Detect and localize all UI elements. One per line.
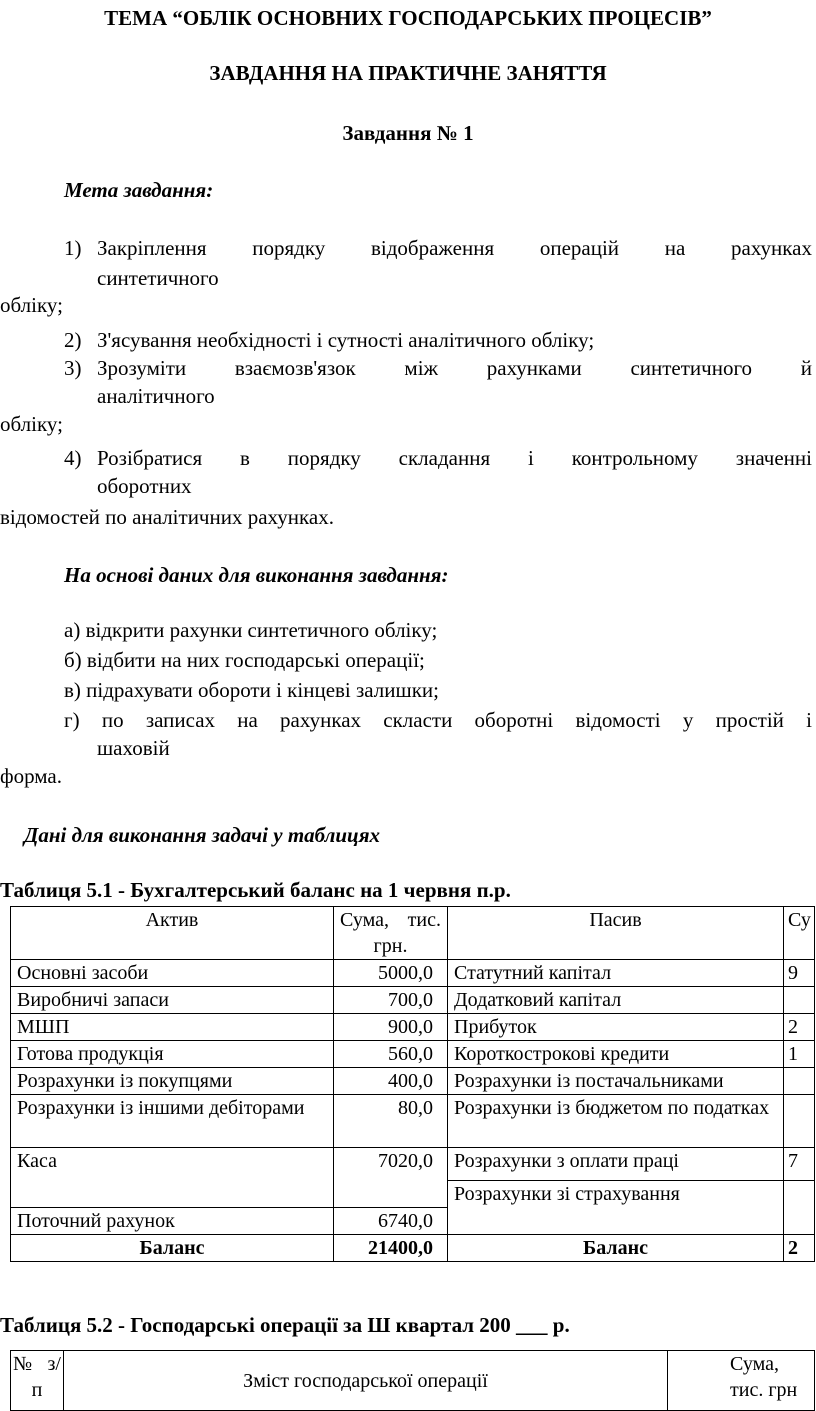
table-row xyxy=(11,960,815,987)
data-heading: Дані для виконання задачі у таблицях xyxy=(24,823,381,847)
cell: 2 xyxy=(784,1014,815,1041)
doc-subtitle: ЗАВДАННЯ НА ПРАКТИЧНЕ ЗАНЯТТЯ xyxy=(209,61,607,85)
goal-text: обліку; xyxy=(0,412,63,436)
step-item: г) по записах на рахунках скласти оборотні відомості у простій і xyxy=(64,708,812,732)
cell xyxy=(784,1095,815,1148)
table1-caption: Таблиця 5.1 - Бухгалтерський баланс на 1 червня п.р. xyxy=(0,878,511,902)
goal-number: 3) xyxy=(64,356,82,380)
cell: 1 xyxy=(784,1041,815,1068)
goal-number: 1) xyxy=(64,236,82,260)
operations-table xyxy=(10,1350,815,1411)
cell: Прибуток xyxy=(448,1014,784,1041)
cell: Розрахунки із покупцями xyxy=(11,1068,334,1095)
step-item: б) відбити на них господарські операції; xyxy=(64,648,425,672)
cell: Додатковий капітал xyxy=(448,987,784,1014)
cell: Розрахунки з оплати праці xyxy=(448,1148,784,1181)
cell: 5000,0 xyxy=(334,960,448,987)
cell: Каса xyxy=(11,1148,334,1208)
cell: Баланс xyxy=(448,1235,784,1262)
table-row xyxy=(11,1041,815,1068)
goal-text: Розібратися в порядку складання і контрольному значенні xyxy=(97,446,812,470)
goal-text: синтетичного xyxy=(97,266,219,290)
cell: Розрахунки із бюджетом по податках xyxy=(448,1095,784,1148)
cell: Виробничі запаси xyxy=(11,987,334,1014)
header-cell: Актив xyxy=(11,907,334,960)
table-row xyxy=(11,987,815,1014)
goal-text: Закріплення порядку відображення операцій на рахунках xyxy=(97,236,812,260)
cell: 700,0 xyxy=(334,987,448,1014)
cell xyxy=(784,1068,815,1095)
goal-number: 4) xyxy=(64,446,82,470)
table-row xyxy=(11,1068,815,1095)
cell: 6740,0 xyxy=(334,1208,448,1235)
goal-heading: Мета завдання: xyxy=(64,178,214,202)
header-cell: Зміст господарської операції xyxy=(64,1351,668,1411)
cell: Розрахунки із постачальниками xyxy=(448,1068,784,1095)
cell: 560,0 xyxy=(334,1041,448,1068)
balance-table xyxy=(10,906,815,1262)
cell: 7 xyxy=(784,1148,815,1181)
table-row xyxy=(11,1148,815,1181)
cell: 2 xyxy=(784,1235,815,1262)
table-row xyxy=(11,1014,815,1041)
doc-title: ТЕМА “ОБЛІК ОСНОВНИХ ГОСПОДАРСЬКИХ ПРОЦЕСІВ” xyxy=(104,6,712,30)
cell xyxy=(784,987,815,1014)
cell: Короткострокові кредити xyxy=(448,1041,784,1068)
step-item: в) підрахувати обороти і кінцеві залишки; xyxy=(64,678,439,702)
header-cell: Су xyxy=(784,907,815,960)
cell: Баланс xyxy=(11,1235,334,1262)
table-header-row xyxy=(11,1351,815,1411)
goal-text: оборотних xyxy=(97,474,192,498)
table2-caption: Таблиця 5.2 - Господарські операції за Ш квартал 200 ___ р. xyxy=(0,1313,570,1337)
cell: 7020,0 xyxy=(334,1148,448,1208)
cell: МШП xyxy=(11,1014,334,1041)
cell: Статутний капітал xyxy=(448,960,784,987)
header-cell: Пасив xyxy=(448,907,784,960)
step-item: а) відкрити рахунки синтетичного обліку; xyxy=(64,618,438,642)
goal-text: Зрозуміти взаємозв'язок між рахунками синтетичного й xyxy=(97,356,812,380)
cell xyxy=(784,1181,815,1235)
total-row xyxy=(11,1235,815,1262)
table-header-row xyxy=(11,907,815,960)
goal-text: аналітичного xyxy=(97,384,215,408)
step-item: форма. xyxy=(0,764,63,788)
step-item: шаховій xyxy=(97,736,170,760)
cell: 80,0 xyxy=(334,1095,448,1148)
header-cell: Сума, тис. грн xyxy=(668,1351,815,1411)
cell: Розрахунки зі страхування xyxy=(448,1181,784,1235)
cell: Готова продукція xyxy=(11,1041,334,1068)
cell: 900,0 xyxy=(334,1014,448,1041)
cell: 400,0 xyxy=(334,1068,448,1095)
goal-number: 2) xyxy=(64,328,82,352)
goal-text: З'ясування необхідності і сутності аналітичного обліку; xyxy=(97,328,595,352)
cell: Основні засоби xyxy=(11,960,334,987)
header-cell: Сума, тис. грн. xyxy=(334,907,448,960)
cell: Розрахунки із іншими дебіторами xyxy=(11,1095,334,1148)
goal-text: обліку; xyxy=(0,293,63,317)
cell: 21400,0 xyxy=(334,1235,448,1262)
goal-text: відомостей по аналітичних рахунках. xyxy=(0,505,334,529)
task-heading: Завдання № 1 xyxy=(342,121,474,145)
header-cell: № з/п xyxy=(11,1351,64,1411)
cell: Поточний рахунок xyxy=(11,1208,334,1235)
basis-heading: На основі даних для виконання завдання: xyxy=(64,563,449,587)
table-row xyxy=(11,1095,815,1148)
cell: 9 xyxy=(784,960,815,987)
